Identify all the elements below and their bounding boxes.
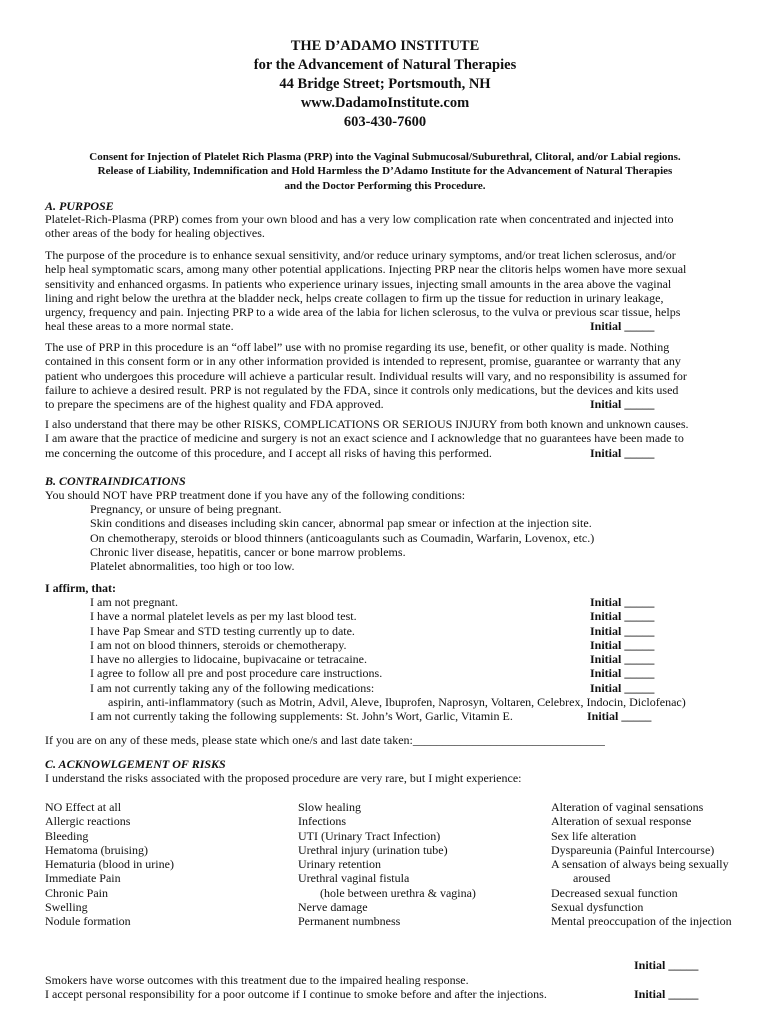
risk-item: Nerve damage <box>298 900 368 915</box>
risk-item: Chronic Pain <box>45 885 108 900</box>
paragraph-line: to prepare the specimens are of the highest quality and FDA approved. <box>45 397 384 412</box>
risks-heading: C. ACKNOWLGEMENT OF RISKS <box>45 757 226 771</box>
initial-field[interactable]: Initial _____ <box>590 609 655 623</box>
list-item: I am not currently taking any of the following medications: <box>90 680 375 695</box>
risk-item: Permanent numbness <box>298 914 401 929</box>
risk-item: Alteration of sexual response <box>551 814 692 829</box>
risk-item: Hematuria (blood in urine) <box>45 857 174 872</box>
initial-field[interactable]: Initial _____ <box>590 446 655 460</box>
medications-detail: aspirin, anti-inflammatory (such as Motrin, Advil, Aleve, Ibuprofen, Naprosyn, Voltaren, Celebrex, Indocin, Diclofenac) <box>108 695 686 709</box>
list-item: Pregnancy, or unsure of being pregnant. <box>90 502 282 516</box>
initial-field[interactable]: Initial _____ <box>634 987 699 1001</box>
risk-item: Infections <box>298 814 346 829</box>
risk-item: Alteration of vaginal sensations <box>551 800 704 814</box>
risk-item: Decreased sexual function <box>551 885 678 900</box>
risk-item: Mental preoccupation of the injection <box>551 914 732 929</box>
paragraph-line: other areas of the body for healing objectives. <box>45 226 265 241</box>
risks-column-1 <box>45 800 174 929</box>
list-item: Platelet abnormalities, too high or too low. <box>90 559 295 574</box>
smokers-statement: Smokers have worse outcomes with this treatment due to the impaired healing response. <box>45 973 469 987</box>
initial-field[interactable]: Initial _____ <box>590 595 655 609</box>
paragraph-line: The purpose of the procedure is to enhance sexual sensitivity, and/or reduce urinary symptoms, and/or treat lichen sclerosus, and/or <box>45 248 676 262</box>
contraindications-intro: You should NOT have PRP treatment done if you have any of the following conditions: <box>45 488 466 502</box>
risk-item: A sensation of always being sexually <box>551 857 729 872</box>
risks-column-3 <box>551 800 732 929</box>
risk-item: Allergic reactions <box>45 814 131 829</box>
risk-item: Immediate Pain <box>45 871 121 886</box>
risk-item: Bleeding <box>45 828 89 843</box>
list-item: I am not pregnant. <box>90 595 178 609</box>
risk-item: UTI (Urinary Tract Infection) <box>298 828 441 843</box>
paragraph-line: heal these areas to a more normal state. <box>45 319 234 334</box>
purpose-heading: A. PURPOSE <box>45 199 114 213</box>
institute-name: THE D’ADAMO INSTITUTE <box>290 38 480 54</box>
medications-question-field[interactable]: If you are on any of these meds, please state which one/s and last date taken:________________________________ <box>45 733 605 747</box>
consent-title-line: and the Doctor Performing this Procedure. <box>284 179 486 192</box>
paragraph-line: I am aware that the practice of medicine and surgery is not an exact science and I acknowledge that no guarantees have been made to <box>45 431 684 446</box>
list-item: I have Pap Smear and STD testing currently up to date. <box>90 623 355 638</box>
risk-item: (hole between urethra & vagina) <box>320 885 476 900</box>
risk-item: Nodule formation <box>45 914 131 929</box>
consent-title <box>40 150 730 193</box>
paragraph-line: I also understand that there may be other RISKS, COMPLICATIONS OR SERIOUS INJURY from both known and unknown causes. <box>45 417 689 431</box>
risk-item: Hematoma (bruising) <box>45 842 148 857</box>
paragraph-line: urgency, frequency and pain. Injecting PRP to a wide area of the labia for lichen sclerosus, to the vulva or previous scar tissue, helps <box>45 305 681 320</box>
list-item: I agree to follow all pre and post procedure care instructions. <box>90 666 383 681</box>
list-item: On chemotherapy, steroids or blood thinners (anticoagulants such as Coumadin, Warfarin, Lovenox, etc.) <box>90 530 595 545</box>
list-item: Chronic liver disease, hepatitis, cancer or bone marrow problems. <box>90 544 406 559</box>
risk-item: Urethral vaginal fistula <box>298 871 410 886</box>
list-item: I have a normal platelet levels as per my last blood test. <box>90 609 357 624</box>
consent-title-line: Release of Liability, Indemnification and Hold Harmless the D’Adamo Institute for the Advancement of Natural Therapies <box>97 165 673 178</box>
list-item: I have no allergies to lidocaine, bupivacaine or tetracaine. <box>90 652 367 667</box>
initial-field[interactable]: Initial _____ <box>590 638 655 652</box>
list-item: I am not on blood thinners, steroids or chemotherapy. <box>90 637 347 652</box>
risk-item: Sex life alteration <box>551 828 637 843</box>
affirm-list <box>90 595 382 695</box>
risk-item: Urinary retention <box>298 857 381 872</box>
paragraph-line: The use of PRP in this procedure is an “off label” use with no promise regarding its use, benefit, or other quality is made. Nothing <box>45 340 670 354</box>
smoking-responsibility-statement: I accept personal responsibility for a poor outcome if I continue to smoke before and after the injections. <box>45 987 547 1001</box>
paragraph-line: patient who undergoes this procedure will achieve a particular result. Individual results will vary, and no responsibility is assumed for <box>45 368 687 383</box>
purpose-paragraph-1 <box>45 212 725 241</box>
initial-field[interactable]: Initial _____ <box>590 319 655 333</box>
risks-column-2 <box>298 800 476 929</box>
initial-field[interactable]: Initial _____ <box>634 958 699 972</box>
risk-item: NO Effect at all <box>45 800 122 814</box>
paragraph-line: failure to achieve a desired result. PRP is not regulated by the FDA, since it controls only medications, but the devices and kits used <box>45 382 679 397</box>
paragraph-line: me concerning the outcome of this procedure, and I accept all risks of having this performed. <box>45 445 492 460</box>
consent-title-line: Consent for Injection of Platelet Rich Plasma (PRP) into the Vaginal Submucosal/Suburethral, Clitoral, and/or Labial regions. <box>89 151 681 163</box>
list-item: Skin conditions and diseases including skin cancer, abnormal pap smear or infection at the injection site. <box>90 516 592 531</box>
risk-item: Sexual dysfunction <box>551 900 644 915</box>
initial-field[interactable]: Initial _____ <box>590 652 655 666</box>
risk-item: aroused <box>573 871 611 886</box>
institute-website: www.DadamoInstitute.com <box>300 95 470 111</box>
institute-phone: 603-430-7600 <box>343 114 427 130</box>
paragraph-line: help heal symptomatic scars, among many other potential applications. Injecting PRP near the clitoris helps women have more sexual <box>45 262 687 277</box>
contraindications-heading: B. CONTRAINDICATIONS <box>45 474 186 488</box>
institute-address: 44 Bridge Street; Portsmouth, NH <box>279 76 491 92</box>
initial-field[interactable]: Initial _____ <box>590 624 655 638</box>
paragraph-line: lining and right below the urethra at the bladder neck, helps create collagen to firm up the tissue for reduction in urinary leakage, <box>45 290 664 305</box>
initial-field[interactable]: Initial _____ <box>587 709 652 723</box>
risks-intro: I understand the risks associated with the proposed procedure are very rare, but I might experience: <box>45 771 522 785</box>
risk-item: Swelling <box>45 900 88 915</box>
paragraph-line: sensitivity and enhanced orgasms. In patients who experience urinary issues, injecting small amounts in the area above the vaginal <box>45 276 672 291</box>
affirm-heading: I affirm, that: <box>45 581 116 595</box>
risk-item: Slow healing <box>298 800 361 814</box>
supplements-statement: I am not currently taking the following supplements: St. John’s Wort, Garlic, Vitamin E. <box>90 709 513 723</box>
contraindications-list <box>90 502 594 573</box>
paragraph-line: Platelet-Rich-Plasma (PRP) comes from your own blood and has a very low complication rate when concentrated and injected into <box>45 212 674 226</box>
risk-item: Dyspareunia (Painful Intercourse) <box>551 842 715 857</box>
initial-field[interactable]: Initial _____ <box>590 666 655 680</box>
institute-subtitle: for the Advancement of Natural Therapies <box>253 57 517 73</box>
initial-field[interactable]: Initial _____ <box>590 681 655 695</box>
paragraph-line: contained in this consent form or in any other information provided is intended to represent, promise, guarantee or warranty that any <box>45 354 681 369</box>
risk-item: Urethral injury (urination tube) <box>298 842 448 857</box>
initial-field[interactable]: Initial _____ <box>590 397 655 411</box>
